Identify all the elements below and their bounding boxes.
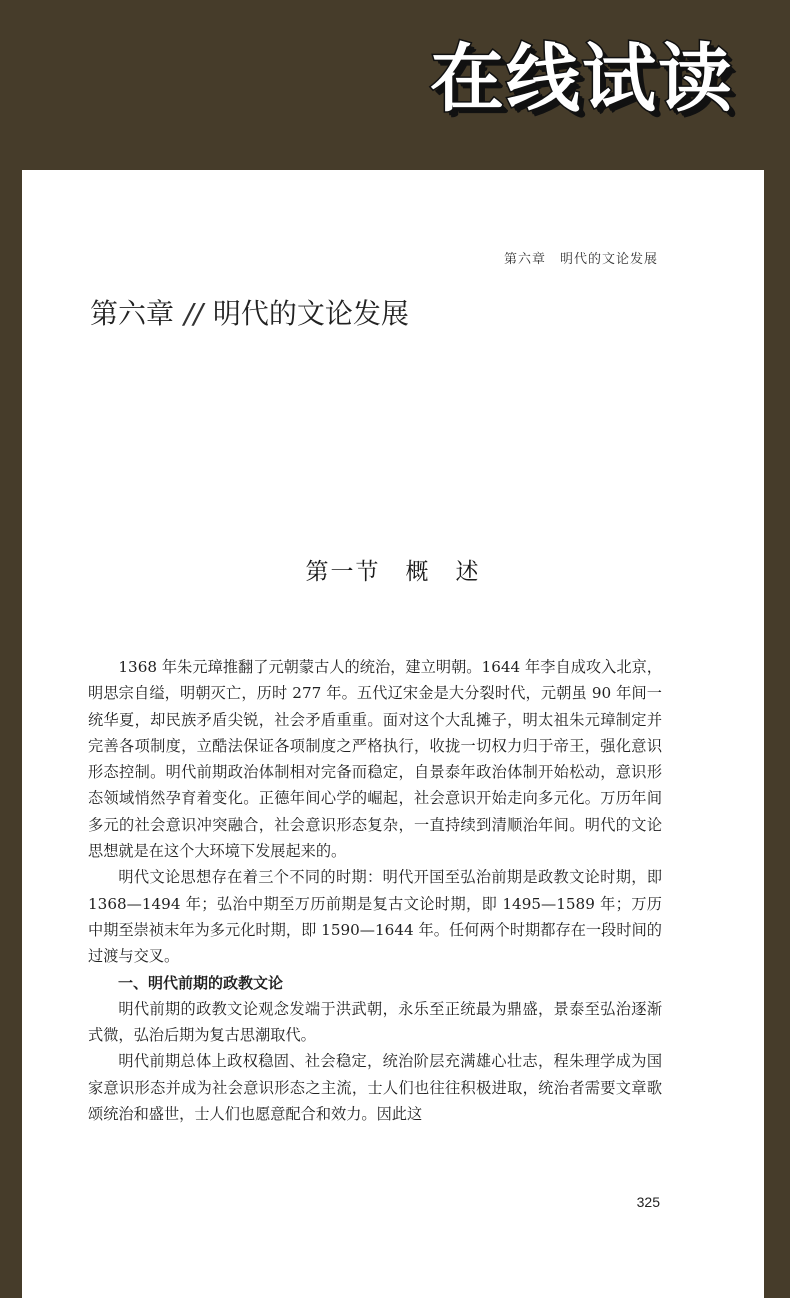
chapter-title <box>90 292 409 332</box>
paragraph: 明代文论思想存在着三个不同的时期：明代开国至弘治前期是政教文论时期，即 1368—1494 年；弘治中期至万历前期是复古文论时期，即 1495—1589 年；万历中期至崇祯末年为多元化时期，即 1590—1644 年。任何两个时期都存在一段时间的过渡与交叉。 <box>88 868 662 966</box>
paragraph: 1368 年朱元璋推翻了元朝蒙古人的统治，建立明朝。1644 年李自成攻入北京，明思宗自缢，明朝灭亡，历时 277 年。五代辽宋金是大分裂时代，元朝虽 90 年间一统华夏，却民族矛盾尖锐，社会矛盾重重。面对这个大乱摊子，明太祖朱元璋制定并完善各项制度，立酷法保证各项制度之严格执行，收拢一切权力归于帝王，强化意识形态控制。明代前期政治体制相对完备而稳定，自景泰年政治体制开始松动，意识形态领域悄然孕育着变化。正德年间心学的崛起，社会意识开始走向多元化。万历年间多元的社会意识冲突融合，社会意识形态复杂，一直持续到清顺治年间。明代的文论思想就是在这个大环境下发展起来的。 <box>88 658 662 861</box>
body-text <box>88 654 662 1127</box>
book-page <box>22 170 764 1298</box>
page-number: 325 <box>636 1194 660 1210</box>
section-title: 第一节 概 述 <box>305 559 481 585</box>
banner-title: 在线试读 <box>430 36 734 122</box>
banner <box>0 0 790 170</box>
chapter-separator: // <box>184 297 203 330</box>
running-header: 第六章 明代的文论发展 <box>503 252 658 267</box>
chapter-name: 明代的文论发展 <box>212 297 409 330</box>
paragraph: 明代前期的政教文论观念发端于洪武朝，永乐至正统最为鼎盛，景泰至弘治逐渐式微，弘治后期为复古思潮取代。 <box>88 999 662 1045</box>
paragraph: 明代前期总体上政权稳固、社会稳定，统治阶层充满雄心壮志，程朱理学成为国家意识形态并成为社会意识形态之主流，士人们也往往积极进取，统治者需要文章歌颂统治和盛世，士人们也愿意配合和效力。因此这 <box>88 1052 662 1124</box>
chapter-number: 第六章 <box>90 297 175 330</box>
subheading: 一、明代前期的政教文论 <box>118 973 284 992</box>
